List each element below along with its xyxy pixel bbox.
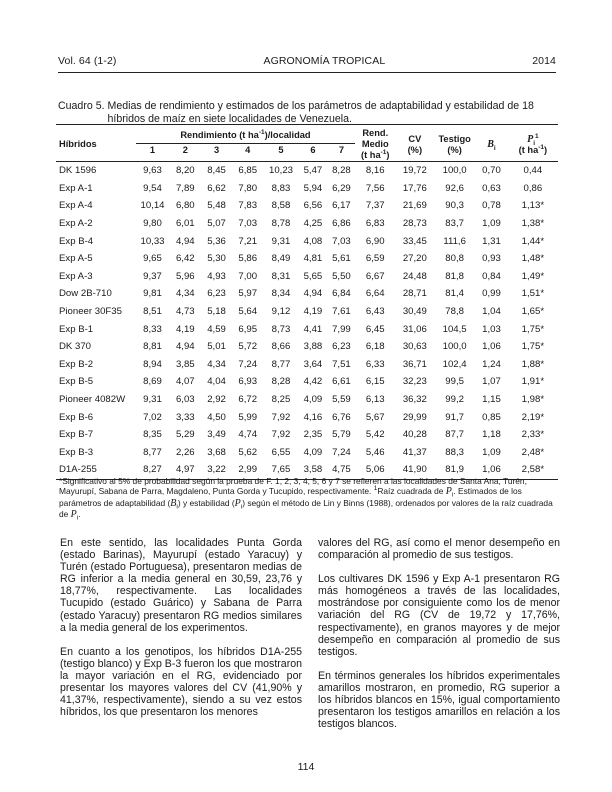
- table-row: [56, 408, 558, 426]
- col-locality-2: 2: [169, 143, 202, 162]
- col-rendimiento-group: Rendimiento (t $ha^{-1}$)/localidad: [136, 125, 355, 144]
- table-row: [56, 320, 558, 338]
- bi-cell: 0,63: [482, 182, 501, 194]
- rend-medio-cell: 5,42: [365, 429, 385, 441]
- bi-cell: 0,99: [482, 288, 501, 300]
- table-body: [56, 162, 558, 480]
- locality-yield-cell: 6,42: [175, 253, 195, 265]
- locality-yield-cell: 3,22: [202, 461, 232, 479]
- locality-yield-cell: 10,23: [269, 165, 294, 177]
- hibrido-name: D1A-255: [56, 461, 136, 479]
- locality-yield-cell: 8,27: [136, 461, 169, 479]
- rend-medio-cell: 6,59: [365, 253, 385, 265]
- bi-cell: 1,06: [482, 341, 501, 353]
- locality-yield-cell: 4,09: [303, 446, 323, 458]
- cv-cell: 27,20: [402, 253, 427, 265]
- locality-yield-cell: 5,48: [207, 200, 226, 212]
- cv-cell: 31,06: [402, 323, 427, 335]
- col-testigo: Testigo (%): [434, 125, 475, 162]
- year-label: 2014: [532, 55, 556, 67]
- locality-yield-cell: 8,35: [143, 429, 162, 441]
- hibrido-name: Exp A-1: [59, 182, 93, 194]
- table-row: [56, 215, 558, 233]
- locality-yield-cell: 5,64: [238, 306, 258, 318]
- bi-cell: 1,03: [482, 323, 501, 335]
- testigo-cell: 100,0: [442, 341, 467, 353]
- table-footnote: *Significativo al 5% de probabilidad según la prueba de F. 1, 2, 3, 4, 5, 6 y 7 se refieren a las localidades de Santa Ana, Turén, Mayurupí, Sabana de Parra, Magdaleno, Punta Gorda y Tucupido, respectivamente. $^1$Raíz cuadrada de $P_i$. Estimados de los parámetros de adaptabilidad $(B_i)$ y estabilidad $(P_i)$ según el método de Lin y Binns (1988), ordenados por valores de la raíz cuadrada de $P_i$.: [59, 476, 553, 522]
- locality-yield-cell: 7,03: [332, 235, 351, 247]
- locality-yield-cell: 6,76: [332, 411, 351, 423]
- col-locality-6: 6: [298, 143, 328, 162]
- locality-yield-cell: 8,77: [143, 446, 162, 458]
- locality-yield-cell: 8,81: [143, 341, 162, 353]
- testigo-cell: 81,4: [445, 288, 464, 300]
- locality-yield-cell: 2,92: [207, 394, 226, 406]
- col-hibridos: Híbridos: [56, 125, 136, 162]
- header-rule: [58, 72, 556, 73]
- col-pi: $P_i^1$ (t $ha^{-1}$): [508, 125, 558, 162]
- locality-yield-cell: 4,81: [303, 253, 323, 265]
- rend-medio-cell: 6,90: [365, 235, 385, 247]
- hibrido-name: Exp B-3: [59, 446, 94, 458]
- cv-cell: 17,76: [402, 182, 427, 194]
- bi-cell: 1,09: [482, 218, 501, 230]
- locality-yield-cell: 5,79: [332, 429, 351, 441]
- hibrido-name: DK 1596: [59, 165, 97, 177]
- testigo-cell: 80,8: [445, 253, 464, 265]
- locality-yield-cell: 8,25: [271, 394, 291, 406]
- rend-medio-cell: 6,15: [365, 376, 385, 388]
- locality-yield-cell: 8,33: [143, 323, 162, 335]
- locality-yield-cell: 8,69: [143, 376, 162, 388]
- testigo-cell: 92,6: [445, 182, 464, 194]
- locality-yield-cell: 8,77: [271, 358, 291, 370]
- locality-yield-cell: 4,94: [175, 235, 195, 247]
- table-row: [56, 338, 558, 356]
- table-row: [56, 391, 558, 409]
- table-row: [56, 180, 558, 198]
- col-locality-7: 7: [328, 143, 355, 162]
- running-header: [58, 55, 556, 67]
- locality-yield-cell: 6,80: [175, 200, 195, 212]
- locality-yield-cell: 7,89: [175, 182, 195, 194]
- locality-yield-cell: 4,74: [238, 429, 258, 441]
- locality-yield-cell: 8,34: [271, 288, 291, 300]
- testigo-cell: 78,8: [445, 306, 464, 318]
- locality-yield-cell: 7,24: [332, 446, 351, 458]
- rend-medio-cell: 6,18: [365, 341, 385, 353]
- locality-yield-cell: 4,04: [207, 376, 226, 388]
- locality-yield-cell: 5,07: [207, 218, 226, 230]
- col-locality-3: 3: [202, 143, 232, 162]
- locality-yield-cell: 4,97: [169, 461, 202, 479]
- locality-yield-cell: 2,26: [175, 446, 195, 458]
- locality-yield-cell: 5,29: [175, 429, 195, 441]
- locality-yield-cell: 7,02: [143, 411, 162, 423]
- locality-yield-cell: 8,51: [143, 306, 162, 318]
- pi-cell: 1,88*: [521, 358, 545, 370]
- locality-yield-cell: 5,86: [238, 253, 258, 265]
- bi-cell: 1,18: [482, 429, 501, 441]
- cv-cell: 41,37: [402, 446, 427, 458]
- table-row: [56, 444, 558, 462]
- locality-yield-cell: 10,14: [140, 200, 165, 212]
- cv-cell: 30,63: [402, 341, 427, 353]
- testigo-cell: 83,7: [445, 218, 464, 230]
- locality-yield-cell: 3,58: [298, 461, 328, 479]
- rend-medio-cell: 6,13: [365, 394, 385, 406]
- hibrido-name: Exp B-7: [59, 429, 94, 441]
- body-column-right: [318, 537, 560, 742]
- locality-yield-cell: 4,09: [303, 394, 323, 406]
- hibrido-name: Exp A-4: [59, 200, 93, 212]
- locality-yield-cell: 5,72: [238, 341, 258, 353]
- cv-cell: 41,90: [396, 461, 435, 479]
- cv-cell: 19,72: [402, 165, 427, 177]
- locality-yield-cell: 4,34: [207, 358, 226, 370]
- hibrido-name: Pioneer 4082W: [59, 394, 126, 406]
- locality-yield-cell: 9,31: [271, 235, 291, 247]
- locality-yield-cell: 5,18: [207, 306, 226, 318]
- locality-yield-cell: 9,81: [143, 288, 162, 300]
- table-row: [56, 303, 558, 321]
- rend-medio-cell: 6,45: [365, 323, 385, 335]
- testigo-cell: 90,3: [445, 200, 464, 212]
- locality-yield-cell: 5,47: [303, 165, 323, 177]
- pi-cell: 2,19*: [521, 411, 545, 423]
- pi-cell: 0,44: [523, 165, 543, 177]
- pi-cell: 1,91*: [521, 376, 545, 388]
- locality-yield-cell: 5,36: [207, 235, 226, 247]
- bi-cell: 0,93: [482, 253, 501, 265]
- cv-cell: 28,73: [402, 218, 427, 230]
- hibrido-name: Exp A-2: [59, 218, 93, 230]
- locality-yield-cell: 3,88: [303, 341, 323, 353]
- rend-medio-cell: 5,06: [355, 461, 396, 479]
- volume-label: Vol. 64 (1-2): [58, 55, 117, 67]
- rend-medio-cell: 8,16: [365, 165, 385, 177]
- cv-cell: 40,28: [402, 429, 427, 441]
- caption-text: Medias de rendimiento y estimados de los parámetros de adaptabilidad y estabilidad de 18 híbridos de maíz en siete localidades de Venezuela.: [107, 100, 534, 125]
- locality-yield-cell: 6,03: [175, 394, 195, 406]
- locality-yield-cell: 7,21: [238, 235, 258, 247]
- pi-cell: 1,75*: [521, 323, 545, 335]
- locality-yield-cell: 7,80: [238, 182, 258, 194]
- col-rend-medio: Rend. Medio (t $ha^{-1}$): [355, 125, 396, 162]
- locality-yield-cell: 4,19: [303, 306, 323, 318]
- locality-yield-cell: 8,78: [271, 218, 291, 230]
- table-caption: [58, 100, 558, 125]
- pi-cell: 1,38*: [521, 218, 545, 230]
- hibrido-name: Exp B-5: [59, 376, 94, 388]
- locality-yield-cell: 6,56: [303, 200, 323, 212]
- table-row: [56, 426, 558, 444]
- col-locality-5: 5: [264, 143, 298, 162]
- locality-yield-cell: 4,16: [303, 411, 323, 423]
- table-row: [56, 373, 558, 391]
- hibrido-name: Pioneer 30F35: [59, 306, 122, 318]
- locality-yield-cell: 6,55: [271, 446, 291, 458]
- paragraph: En términos generales los híbridos experimentales amarillos mostraron, en promedio, RG superior a los híbridos blancos en 15%, igual comportamiento presentaron los testigos amarillos en relación a los testigos blancos.: [318, 669, 560, 731]
- col-cv: CV (%): [396, 125, 435, 162]
- hibrido-name: Exp B-4: [59, 235, 94, 247]
- locality-yield-cell: 4,93: [207, 270, 226, 282]
- locality-yield-cell: 6,72: [238, 394, 258, 406]
- pi-cell: 2,58*: [508, 461, 558, 479]
- locality-yield-cell: 5,01: [207, 341, 226, 353]
- testigo-cell: 100,0: [442, 165, 467, 177]
- bi-cell: 0,78: [482, 200, 501, 212]
- pi-cell: 1,51*: [521, 288, 545, 300]
- testigo-cell: 81,9: [434, 461, 475, 479]
- locality-yield-cell: 7,51: [332, 358, 351, 370]
- pi-cell: 2,48*: [521, 446, 545, 458]
- locality-yield-cell: 8,83: [271, 182, 291, 194]
- pi-cell: 1,98*: [521, 394, 545, 406]
- locality-yield-cell: 6,23: [207, 288, 226, 300]
- locality-yield-cell: 7,83: [238, 200, 258, 212]
- locality-yield-cell: 8,31: [271, 270, 291, 282]
- bi-cell: 1,07: [482, 376, 501, 388]
- table-row: [56, 268, 558, 286]
- rend-medio-cell: 5,67: [365, 411, 385, 423]
- locality-yield-cell: 7,92: [271, 411, 291, 423]
- locality-yield-cell: 8,28: [271, 376, 291, 388]
- locality-yield-cell: 2,35: [303, 429, 323, 441]
- locality-yield-cell: 4,08: [303, 235, 323, 247]
- testigo-cell: 102,4: [442, 358, 467, 370]
- locality-yield-cell: 4,19: [175, 323, 195, 335]
- bi-cell: 0,85: [482, 411, 501, 423]
- locality-yield-cell: 7,24: [238, 358, 258, 370]
- locality-yield-cell: 6,86: [332, 218, 351, 230]
- locality-yield-cell: 10,33: [140, 235, 165, 247]
- locality-yield-cell: 9,63: [143, 165, 162, 177]
- locality-yield-cell: 8,58: [271, 200, 291, 212]
- caption-label: Cuadro 5.: [58, 100, 105, 112]
- pi-cell: 1,13*: [521, 200, 545, 212]
- pi-cell: 0,86: [523, 182, 543, 194]
- cv-cell: 29,99: [402, 411, 427, 423]
- rend-medio-cell: 6,64: [365, 288, 385, 300]
- locality-yield-cell: 5,65: [303, 270, 323, 282]
- testigo-cell: 99,5: [445, 376, 464, 388]
- pi-cell: 1,49*: [521, 270, 545, 282]
- cv-cell: 21,69: [402, 200, 427, 212]
- paragraph: Los cultivares DK 1596 y Exp A-1 presentaron RG más homogéneos a través de las localidades, mostrándose por consiguiente como los de menor variación del RG (CV de 19,72 y 17,76%, respectivamente), en granos mayores y de mejor desempeño en comparación al promedio de sus testigos.: [318, 573, 560, 658]
- locality-yield-cell: 8,45: [207, 165, 226, 177]
- locality-yield-cell: 4,34: [175, 288, 195, 300]
- locality-yield-cell: 7,65: [264, 461, 298, 479]
- bi-cell: 0,84: [482, 270, 501, 282]
- hibrido-name: Exp B-6: [59, 411, 94, 423]
- cv-cell: 30,49: [402, 306, 427, 318]
- locality-yield-cell: 6,84: [332, 288, 351, 300]
- rend-medio-cell: 6,67: [365, 270, 385, 282]
- pi-cell: 1,65*: [521, 306, 545, 318]
- bi-cell: 1,09: [482, 446, 501, 458]
- locality-yield-cell: 9,37: [143, 270, 162, 282]
- table-row: [56, 356, 558, 374]
- locality-yield-cell: 5,30: [207, 253, 226, 265]
- hibrido-name: DK 370: [59, 341, 91, 353]
- locality-yield-cell: 7,99: [332, 323, 351, 335]
- cv-cell: 32,23: [402, 376, 427, 388]
- locality-yield-cell: 6,17: [332, 200, 351, 212]
- locality-yield-cell: 3,64: [303, 358, 323, 370]
- locality-yield-cell: 8,94: [143, 358, 162, 370]
- rend-medio-cell: 5,46: [365, 446, 385, 458]
- locality-yield-cell: 9,12: [271, 306, 291, 318]
- locality-yield-cell: 4,07: [175, 376, 195, 388]
- locality-yield-cell: 5,59: [332, 394, 351, 406]
- locality-yield-cell: 5,99: [238, 411, 258, 423]
- page-number: 114: [297, 761, 315, 773]
- hibrido-name: Exp B-1: [59, 323, 94, 335]
- locality-yield-cell: 6,85: [238, 165, 258, 177]
- locality-yield-cell: 7,92: [271, 429, 291, 441]
- paragraph: valores del RG, así como el menor desempeño en comparación al promedio de sus testigos.: [318, 537, 560, 562]
- locality-yield-cell: 3,33: [175, 411, 195, 423]
- locality-yield-cell: 4,73: [175, 306, 195, 318]
- testigo-cell: 104,5: [442, 323, 467, 335]
- locality-yield-cell: 3,68: [207, 446, 226, 458]
- paragraph: En este sentido, las localidades Punta Gorda (estado Barinas), Mayurupí (estado Yaracuy) y Turén (estado Portuguesa), presentaron medias de RG inferior a la media general en 30,59, 23,76 y 18,77%, respectivamente. Las localidades Tucupido (estado Guárico) y Sabana de Parra (estado Yaracuy) presentaron RG medios similares a la media general de los experimentos.: [60, 537, 302, 634]
- table-row: [56, 250, 558, 268]
- locality-yield-cell: 6,23: [332, 341, 351, 353]
- locality-yield-cell: 7,03: [238, 218, 258, 230]
- rend-medio-cell: 6,83: [365, 218, 385, 230]
- locality-yield-cell: 4,59: [207, 323, 226, 335]
- table-row: [56, 285, 558, 303]
- locality-yield-cell: 6,29: [332, 182, 351, 194]
- testigo-cell: 88,3: [445, 446, 464, 458]
- locality-yield-cell: 5,94: [303, 182, 323, 194]
- rend-medio-cell: 6,33: [365, 358, 385, 370]
- cv-cell: 28,71: [402, 288, 427, 300]
- locality-yield-cell: 6,62: [207, 182, 226, 194]
- rend-medio-cell: 7,37: [365, 200, 385, 212]
- locality-yield-cell: 4,42: [303, 376, 323, 388]
- cv-cell: 36,32: [402, 394, 427, 406]
- paragraph: En cuanto a los genotipos, los híbridos D1A-255 (testigo blanco) y Exp B-3 fueron los que mostraron la mayor variación en el RG, evidenciado por presentar los mayores valores del CV (41,90% y 41,37%, respectivamente), siendo a su vez estos híbridos, los que presentaron los menores: [60, 645, 303, 719]
- bi-cell: 1,06: [475, 461, 508, 479]
- locality-yield-cell: 6,01: [175, 218, 195, 230]
- pi-cell: 2,33*: [521, 429, 545, 441]
- bi-cell: 1,04: [482, 306, 501, 318]
- hibrido-name: Exp A-3: [59, 270, 93, 282]
- locality-yield-cell: 6,95: [238, 323, 258, 335]
- col-locality-4: 4: [231, 143, 264, 162]
- locality-yield-cell: 4,50: [207, 411, 226, 423]
- testigo-cell: 99,2: [445, 394, 464, 406]
- testigo-cell: 87,7: [445, 429, 464, 441]
- locality-yield-cell: 8,20: [175, 165, 195, 177]
- cv-cell: 33,45: [402, 235, 427, 247]
- results-table: [56, 124, 558, 480]
- table-row: [56, 197, 558, 215]
- rend-medio-cell: 7,56: [365, 182, 385, 194]
- locality-yield-cell: 8,73: [271, 323, 291, 335]
- pi-cell: 1,48*: [521, 253, 545, 265]
- locality-yield-cell: 5,97: [238, 288, 258, 300]
- locality-yield-cell: 9,80: [143, 218, 162, 230]
- journal-title: AGRONOMÍA TROPICAL: [263, 55, 386, 67]
- bi-cell: 1,15: [482, 394, 501, 406]
- locality-yield-cell: 6,61: [332, 376, 351, 388]
- locality-yield-cell: 4,94: [175, 341, 195, 353]
- locality-yield-cell: 9,65: [143, 253, 162, 265]
- locality-yield-cell: 6,93: [238, 376, 258, 388]
- locality-yield-cell: 5,50: [332, 270, 351, 282]
- bi-cell: 1,24: [482, 358, 501, 370]
- locality-yield-cell: 5,62: [238, 446, 258, 458]
- locality-yield-cell: 2,99: [231, 461, 264, 479]
- cv-cell: 36,71: [402, 358, 427, 370]
- pi-cell: 1,75*: [521, 341, 545, 353]
- body-column-left: [60, 537, 302, 730]
- hibrido-name: Dow 2B-710: [59, 288, 112, 300]
- table-row: [56, 162, 558, 180]
- testigo-cell: 111,6: [443, 235, 466, 247]
- locality-yield-cell: 5,96: [175, 270, 195, 282]
- rend-medio-cell: 6,43: [365, 306, 385, 318]
- hibrido-name: Exp B-2: [59, 358, 94, 370]
- locality-yield-cell: 7,61: [332, 306, 351, 318]
- bi-cell: 0,70: [482, 165, 501, 177]
- cv-cell: 24,48: [402, 270, 427, 282]
- pi-cell: 1,44*: [521, 235, 545, 247]
- table-row: [56, 232, 558, 250]
- col-bi: $B_i$: [475, 125, 508, 162]
- col-locality-1: 1: [136, 143, 169, 162]
- locality-yield-cell: 5,61: [332, 253, 351, 265]
- results-table-wrap: [56, 124, 558, 480]
- testigo-cell: 81,8: [445, 270, 464, 282]
- hibrido-name: Exp A-5: [59, 253, 93, 265]
- locality-yield-cell: 9,31: [143, 394, 162, 406]
- locality-yield-cell: 8,66: [271, 341, 291, 353]
- locality-yield-cell: 4,75: [328, 461, 355, 479]
- locality-yield-cell: 8,49: [271, 253, 291, 265]
- locality-yield-cell: 4,25: [303, 218, 323, 230]
- locality-yield-cell: 7,00: [238, 270, 258, 282]
- locality-yield-cell: 9,54: [143, 182, 162, 194]
- locality-yield-cell: 4,94: [303, 288, 323, 300]
- locality-yield-cell: 8,28: [332, 165, 351, 177]
- locality-yield-cell: 3,85: [175, 358, 195, 370]
- locality-yield-cell: 4,41: [303, 323, 323, 335]
- testigo-cell: 91,7: [445, 411, 464, 423]
- bi-cell: 1,31: [482, 235, 501, 247]
- locality-yield-cell: 3,49: [207, 429, 226, 441]
